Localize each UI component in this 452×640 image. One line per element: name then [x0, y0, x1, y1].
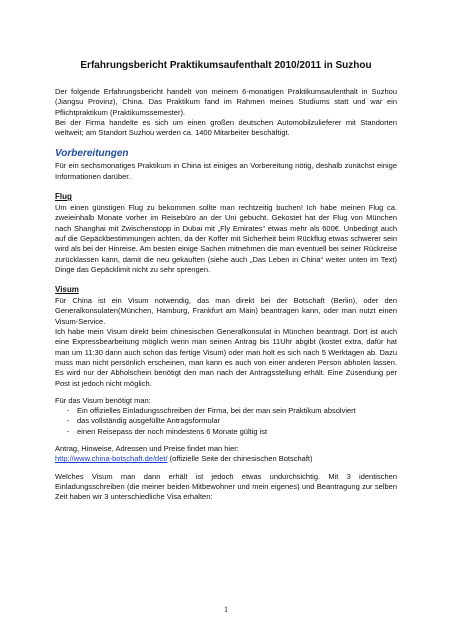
intro-paragraph-2: Bei der Firma handelte es sich um einen großen deutschen Automobilzulieferer mit Standorten weltweit; am Standort Suzhou werden ca. 1400 Mitarbeiter beschäftigt.: [55, 117, 397, 138]
intro-paragraph-1: Der folgende Erfahrungsbericht handelt von meinem 6-monatigen Praktikumsaufenthalt in Suzhou (Jiangsu Provinz), China. Das Praktikum fand im Rahmen meines Studiums statt und war ein Pflichtpraktikum (Praktikumssemester).: [55, 87, 397, 117]
document-title: Erfahrungsbericht Praktikumsaufenthalt 2010/2011 in Suzhou: [80, 60, 372, 71]
visum-paragraph-3: Antrag, Hinweise, Adressen und Preise findet man hier:: [55, 444, 239, 454]
list-item: - Ein offizielles Einladungsschreiben der Firma, bei der man sein Praktikum absolviert: [67, 406, 397, 416]
section-heading-visum: Visum: [55, 285, 79, 295]
list-item: - einen Reisepass der noch mindestens 6 Monate gültig ist: [67, 427, 397, 437]
visum-link-line: [55, 454, 397, 464]
visum-paragraph-1: Für China ist ein Visum notwendig, das man direkt bei der Botschaft (Berlin), oder den Generalkonsulaten(München, Hamburg, Frankfurt am Main) beantragen kann, oder man nutzt einen Visum-Service.: [55, 296, 397, 326]
visum-paragraph-2: Ich habe mein Visum direkt beim chinesischen Generalkonsulat in München beantragt. Dort ist auch eine Expressbearbeitung möglich wenn man seinen Antrag bis 11Uhr abgibt (kostet extra, dafür hat man um 11:30 dann auch schon das fertige Visum) oder man holt es sich nach 5 Werktagen ab. Dazu muss man nicht persönlich erscheinen, man kann es auch von einer anderen Person abholen lassen. Es wird nur der Abholschein benötigt den man nach der Antragsstellung erhält. Eine Zusendung per Post ist jedoch nicht möglich.: [55, 327, 397, 388]
vorbereitungen-paragraph: Für ein sechsmonatiges Praktikum in China ist einiges an Vorbereitung nötig, deshalb zunächst einige Informationen darüber.: [55, 161, 397, 181]
section-heading-vorbereitungen: Vorbereitungen: [55, 148, 129, 160]
link-note: (offizielle Seite der chinesischen Botschaft): [167, 454, 313, 464]
page-number: 1: [224, 605, 228, 614]
botschaft-link[interactable]: http://www.china-botschaft.de/det/: [55, 454, 168, 464]
flug-paragraph: Um einen günstigen Flug zu bekommen sollte man rechtzeitig buchen! Ich habe meinen Flug ca. zweieinhalb Monate vorher im Reisebüro an der Uni gebucht. Gekostet hat der Flug von München nach Shanghai mit Zwischenstopp in Dubai mit „Fly Emirates“ etwas mehr als 600€. Unbedingt auch auf die Gepäckbestimmungen achten, da der Koffer mit Sicherheit beim Rückflug etwas schwerer sein wird als bei der Hinreise. Am besten einige Sachen mitnehmen die man eventuell bei seiner Rückreise zurücklassen kann, damit die neu gekauften (siehe auch „Das Leben in China“ weiter unten im Text) Dinge das Gepäcklimit nicht zu sehr sprengen.: [55, 203, 397, 274]
section-heading-flug: Flug: [55, 192, 72, 202]
list-item: - das vollständig ausgefüllte Antragsformular: [67, 416, 397, 426]
visum-requirements-list: [55, 406, 397, 437]
visum-list-intro: Für das Visum benötigt man:: [55, 395, 151, 405]
visum-paragraph-4: Welches Visum man dann erhält ist jedoch etwas undurchsichtig. Mit 3 identischen Einladungsschreiben (die meiner beiden Mitbewohner und mein eigenes) und Beantragung zur selben Zeit haben wir 3 unterschiedliche Visa erhalten:: [55, 471, 397, 502]
